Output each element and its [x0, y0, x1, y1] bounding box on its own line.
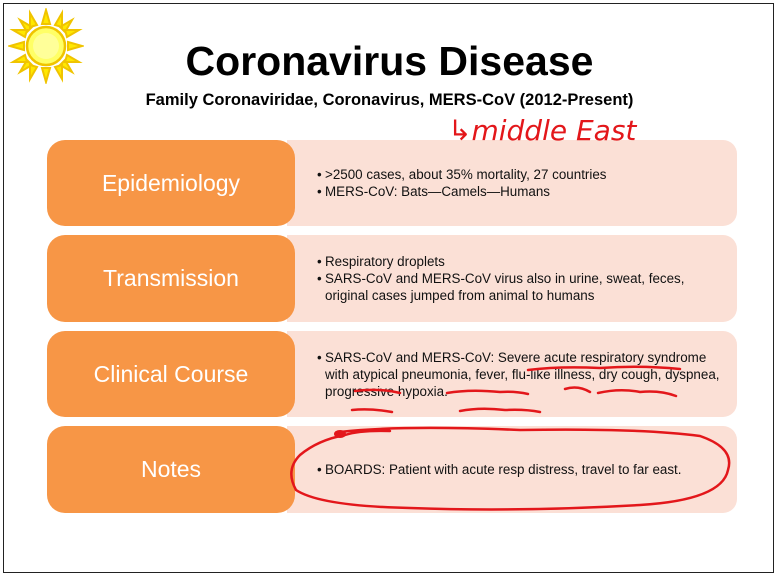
row-clinical-course	[47, 331, 737, 417]
label-clinical-course: Clinical Course	[47, 331, 295, 417]
label-epidemiology: Epidemiology	[47, 140, 295, 226]
content-clinical-course	[287, 331, 737, 417]
content-epidemiology	[287, 140, 737, 226]
row-transmission	[47, 235, 737, 322]
bullet-item: • MERS-CoV: Bats—Camels—Humans	[317, 183, 723, 200]
content-notes	[287, 426, 737, 513]
handwritten-note: ↳middle East	[448, 114, 637, 147]
bullet-item: • >2500 cases, about 35% mortality, 27 countries	[317, 166, 723, 183]
row-notes	[47, 426, 737, 513]
bullet-item: • SARS-CoV and MERS-CoV virus also in urine, sweat, feces, original cases jumped from animal to humans	[317, 270, 723, 304]
content-transmission	[287, 235, 737, 322]
page-subtitle: Family Coronaviridae, Coronavirus, MERS-CoV (2012-Present)	[145, 91, 634, 109]
bullet-item: • BOARDS: Patient with acute resp distress, travel to far east.	[317, 461, 723, 478]
bullet-item: • SARS-CoV and MERS-CoV: Severe acute respiratory syndrome with atypical pneumonia, fever, flu-like illness, dry cough, dyspnea, progressive hypoxia.	[317, 349, 723, 400]
label-notes: Notes	[47, 426, 295, 513]
row-epidemiology	[47, 140, 737, 226]
bullet-item: • Respiratory droplets	[317, 253, 723, 270]
label-transmission: Transmission	[47, 235, 295, 322]
page-title: Coronavirus Disease	[185, 38, 594, 84]
